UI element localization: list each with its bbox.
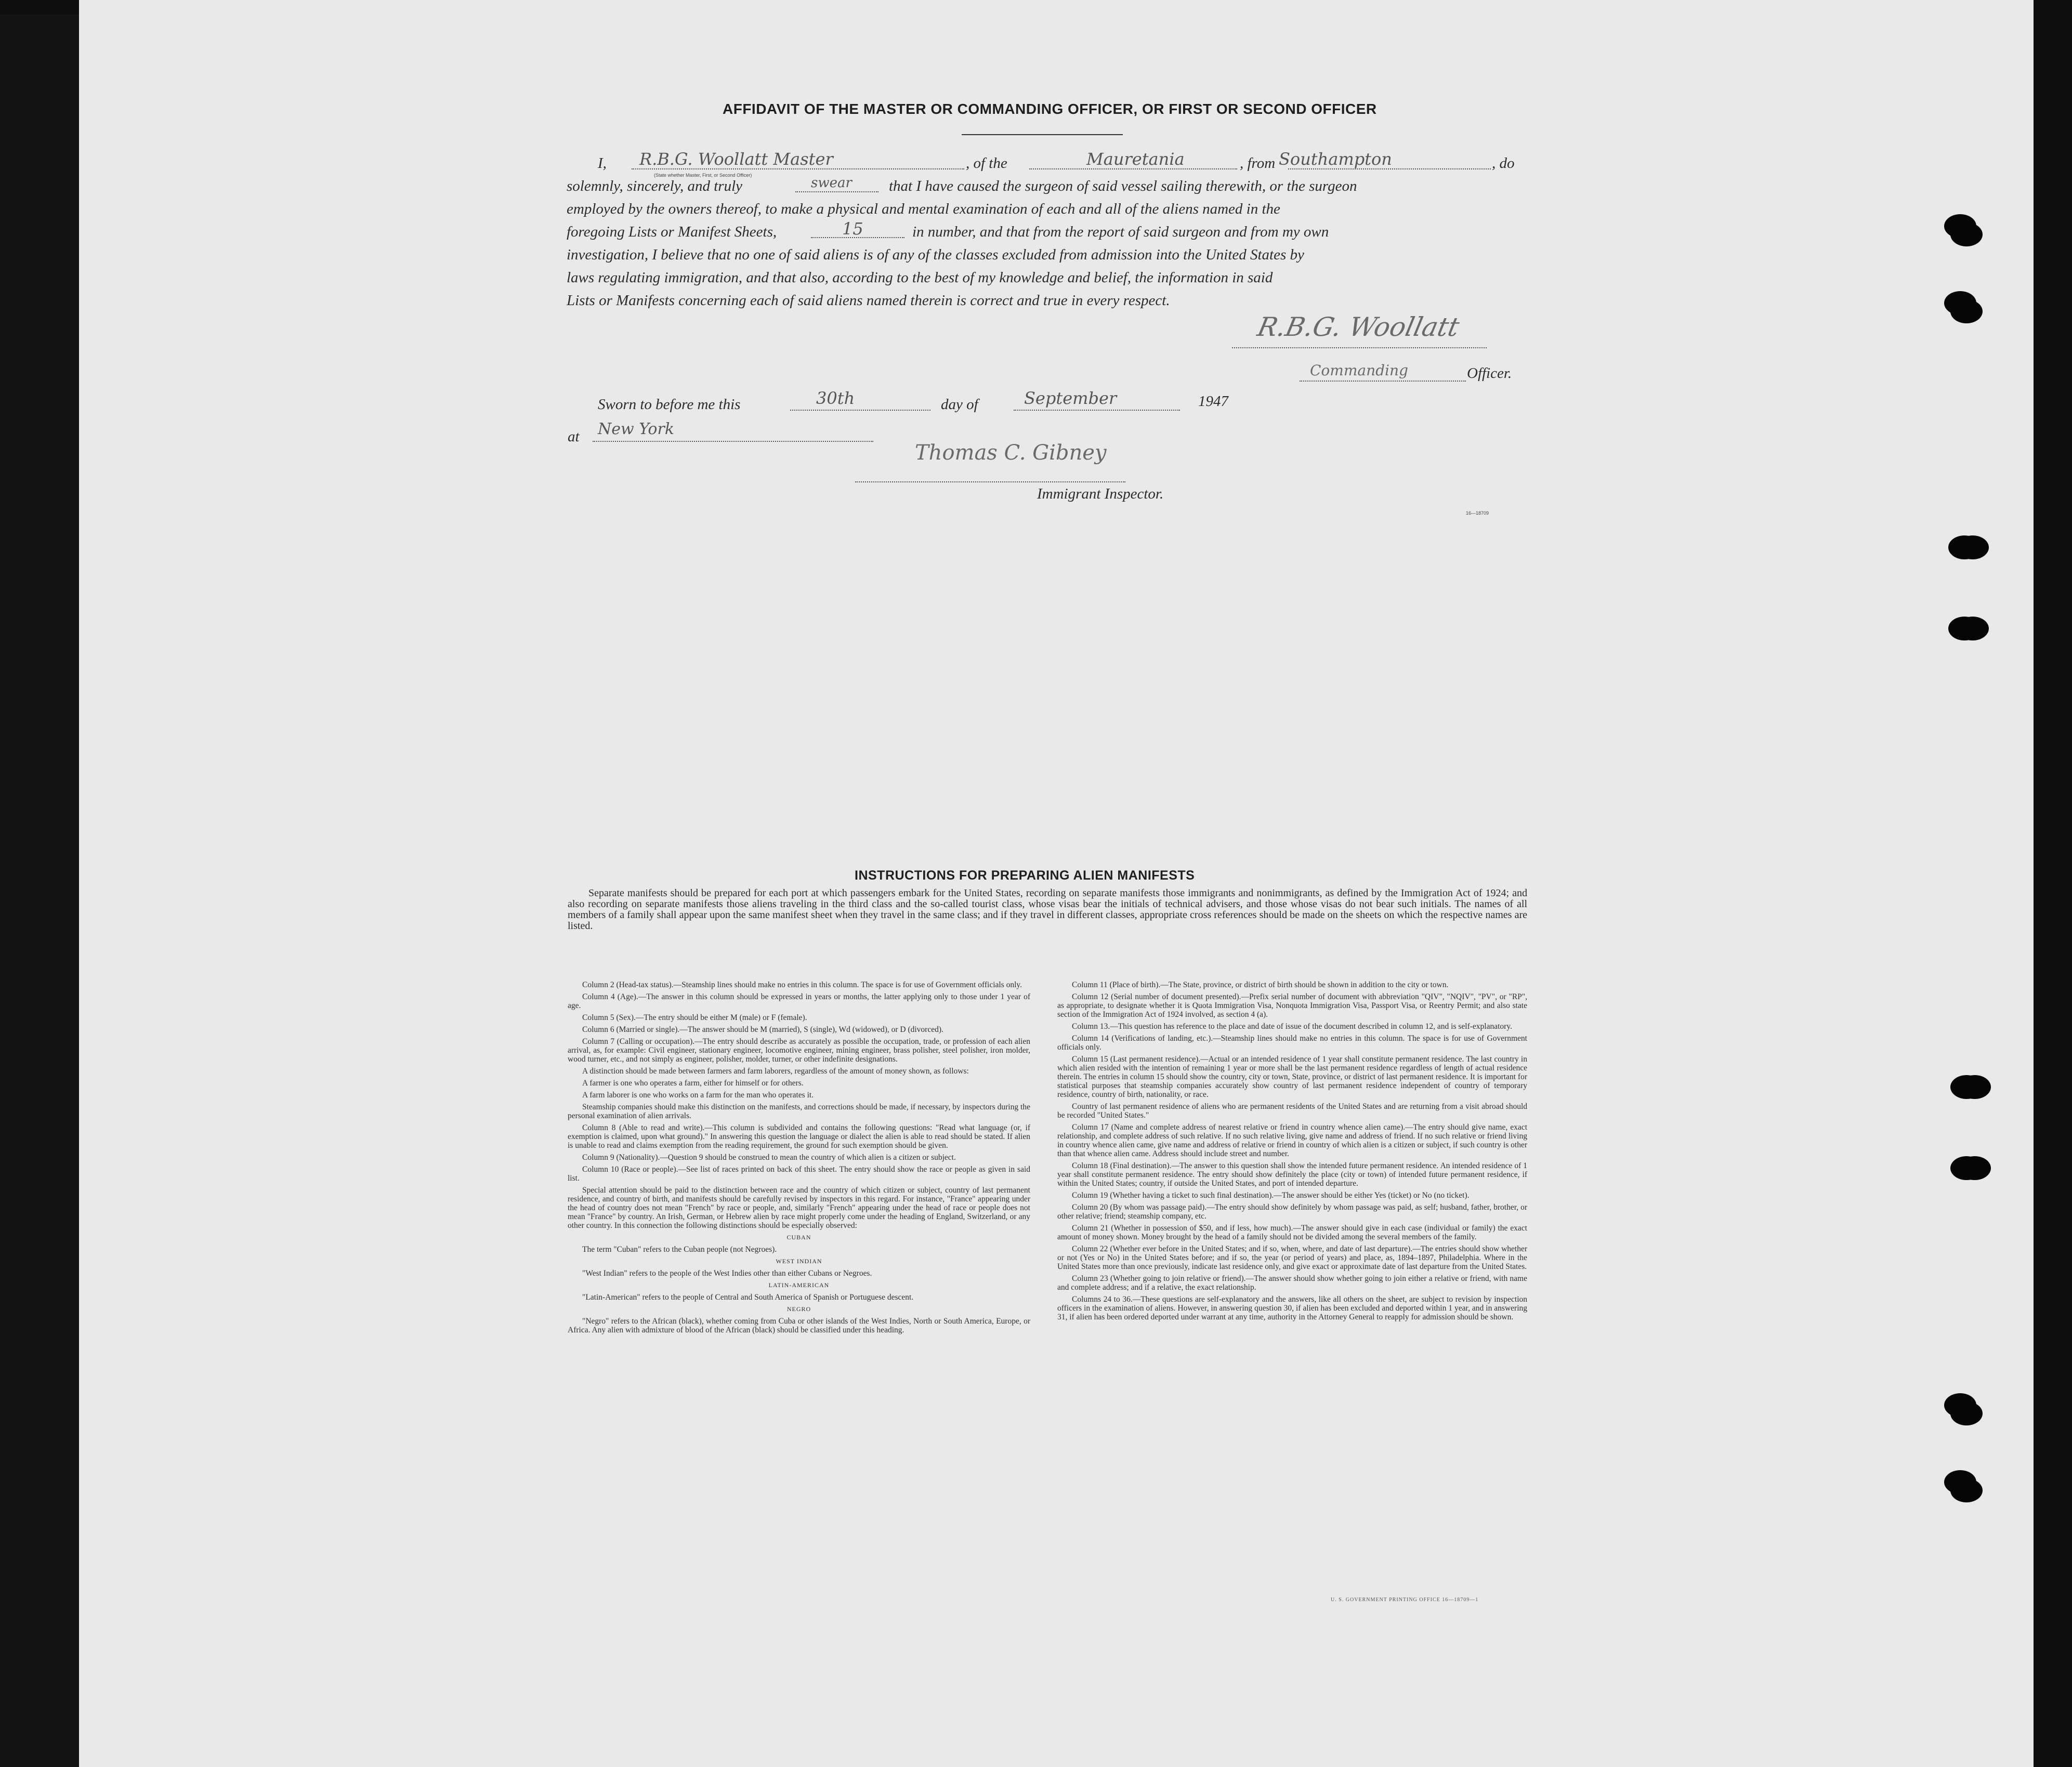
left-para: A farmer is one who operates a farm, either for himself or for others. xyxy=(582,1079,804,1088)
latin-american-heading: LATIN-AMERICAN xyxy=(768,1281,830,1289)
label-from: , from xyxy=(1240,155,1276,172)
left-para: A farm laborer is one who works on a farm for the man who operates it. xyxy=(582,1091,814,1100)
left-para: Special attention should be paid to the distinction between race and the country of which citizen or subject, country of last permanent residence, and country of birth, and manifests should be carefully revised by inspectors in this regard. For instance, "France" appearing under the head of country does not mean "French" by race or people, and, similarly "French" appearing under the head of race or people does not mean "France" by country. An Irish, German, or Hebrew alien by race might properly come under the heading of England, Switzerland, or any other country. In this connection the following distinctions should be especially observed: xyxy=(568,1186,1030,1230)
punch-hole-icon xyxy=(1957,617,1989,640)
signature-underline xyxy=(1232,347,1487,348)
place-underline xyxy=(593,441,873,442)
right-para: Columns 24 to 36.—These questions are self-explanatory and the answers, like all others on the sheet, are subject to revision by inspection officers in the examination of aliens. However, in answering question 30, if alien has been excluded and deported within 1 year, and in answering 31, if alien has been ordered deported under warrant at any time, authority in the Attorney General to reapply for admission should be shown. xyxy=(1057,1295,1527,1321)
west-indian-text: "West Indian" refers to the people of the West Indies other than either Cubans or Negroes. xyxy=(582,1269,872,1278)
title-divider xyxy=(962,134,1123,135)
punch-hole-icon xyxy=(1957,535,1989,559)
place-field[interactable]: New York xyxy=(598,420,674,438)
printer-imprint: U. S. GOVERNMENT PRINTING OFFICE 16—18709—1 xyxy=(1331,1597,1479,1603)
officer-label: Officer. xyxy=(1467,365,1512,382)
label-foregoing: foregoing Lists or Manifest Sheets, xyxy=(567,224,777,240)
officer-note: (State whether Master, First, or Second Officer) xyxy=(654,173,752,178)
left-para: Steamship companies should make this distinction on the manifests, and corrections should be made, if necessary, by inspectors during the personal examination of alien arrivals. xyxy=(568,1103,1030,1120)
commanding-underline xyxy=(1300,381,1466,382)
affidavit-line-4 xyxy=(567,220,1523,243)
punch-hole-icon xyxy=(1950,1478,1983,1502)
scan-right-border xyxy=(2034,0,2072,1767)
affidavit-title: AFFIDAVIT OF THE MASTER OR COMMANDING OFFICER, OR FIRST OR SECOND OFFICER xyxy=(723,101,1377,117)
right-para: Column 19 (Whether having a ticket to such final destination).—The answer should be either Yes (ticket) or No (no ticket). xyxy=(1072,1191,1470,1200)
vessel-field[interactable]: Mauretania xyxy=(1086,149,1185,169)
right-para: Column 15 (Last permanent residence).—Actual or an intended residence of 1 year shall constitute permanent residence. The last country in which alien resided with the intention of remaining 1 year or more shall be the last permanent residence regardless of length of actual residence therein. The entries in column 15 should show the country, city or town, State, province, or district of last permanent residence. It is important for statistical purposes that steamship companies accurately show country of last permanent residence independent of country of temporary residence, country of birth, nationality, or race. xyxy=(1057,1055,1527,1099)
left-para: Column 4 (Age).—The answer in this column should be expressed in years or months, the latter applying only to those under 1 year of age. xyxy=(568,992,1030,1010)
affidavit-line-3: employed by the owners thereof, to make a physical and mental examination of each and all of the aliens named in the xyxy=(567,201,1280,217)
punch-hole-icon xyxy=(1950,222,1983,246)
right-para: Column 11 (Place of birth).—The State, province, or district of birth should be shown in addition to the city or town. xyxy=(1072,980,1449,989)
year-field[interactable]: 1947 xyxy=(1198,393,1228,410)
label-of-the: , of the xyxy=(966,155,1007,172)
oath-field[interactable]: swear xyxy=(811,175,852,191)
left-para: Column 9 (Nationality).—Question 9 should be construed to mean the country of which alien is a citizen or subject. xyxy=(582,1153,956,1162)
left-para: Column 7 (Calling or occupation).—The entry should describe as accurately as possible the occupation, trade, or profession of each alien arrival, as, for example: Civil engineer, stationary engineer, locomotive engineer, mining engineer, brass polisher, steel polisher, iron molder, wood turner, etc., and not simply as engineer, polisher, molder, turner, or other indefinite designations. xyxy=(568,1037,1030,1064)
at-label: at xyxy=(568,428,580,445)
affidavit-line-6: laws regulating immigration, and that also, according to the best of my knowledge and belief, the information in said xyxy=(567,269,1273,286)
label-solemnly: solemnly, sincerely, and truly xyxy=(567,178,743,194)
day-underline xyxy=(790,410,930,411)
instructions-title: INSTRUCTIONS FOR PREPARING ALIEN MANIFESTS xyxy=(855,868,1195,883)
left-para: Column 5 (Sex).—The entry should be either M (male) or F (female). xyxy=(582,1013,807,1022)
sworn-line xyxy=(598,388,1274,416)
right-para: Column 22 (Whether ever before in the United States; and if so, when, where, and date of last departure).—The entries should show whether or not (Yes or No) in the United States before; and if so, the year (or period of years) and place, as, 1894–1897, Philadelphia. Where in the United States more than once previously, indicate last residence only, and give exact or approximate date of last departure from the United States. xyxy=(1057,1245,1527,1271)
inspector-label: Immigrant Inspector. xyxy=(1037,486,1164,502)
right-para: Column 20 (By whom was passage paid).—The entry should show definitely by whom passage was paid, as self; husband, father, brother, or other relative; friend; steamship company, etc. xyxy=(1057,1203,1527,1221)
instructions-right-column xyxy=(1057,980,1527,1325)
day-field[interactable]: 30th xyxy=(816,388,855,408)
right-para: Country of last permanent residence of aliens who are permanent residents of the United States and are returning from a visit abroad should be recorded "United States." xyxy=(1057,1102,1527,1120)
left-para: Column 6 (Married or single).—The answer should be M (married), S (single), Wd (widowed), or D (divorced). xyxy=(582,1025,943,1034)
affidavit-line-7: Lists or Manifests concerning each of said aliens named therein is correct and true in every respect. xyxy=(567,292,1170,309)
right-para: Column 12 (Serial number of document presented).—Prefix serial number of document with abbreviation "QIV", "NQIV", "PV", or "RP", as appropriate, to designate whether it is Quota Immigration Visa, Nonquota Immigration Visa, Passport Visa, or Reentry Permit; and also state section of the Immigration Act of 1924 involved, as section 4 (a). xyxy=(1057,992,1527,1019)
left-para: Column 10 (Race or people).—See list of races printed on back of this sheet. The entry should show the race or people as given in said list. xyxy=(568,1165,1030,1183)
right-para: Column 18 (Final destination).—The answer to this question shall show the intended future permanent residence. An intended residence of 1 year shall constitute permanent residence. The entry should show definitely the place (city or town) of intended future permanent residence, if within the United States; country, if outside the United States, and port of intended departure. xyxy=(1057,1161,1527,1188)
affidavit-line-5: investigation, I believe that no one of said aliens is of any of the classes excluded from admission into the United States by xyxy=(567,246,1304,263)
month-underline xyxy=(1014,410,1180,411)
commanding-field: Commanding xyxy=(1310,362,1408,379)
instructions-intro: Separate manifests should be prepared for each port at which passengers embark for the United States, recording on separate manifests those immigrants and nonimmigrants, as defined by the Immigration Act of 1924; and also recording on separate manifests those aliens traveling in the third class and the so-called tourist class, whose visas bear the initials of technical advisers, and those whose visas do not bear such initials. The names of all members of a family shall appear upon the same manifest sheet when they travel in the same class; and if they travel in different classes, appropriate cross references should be made on the sheets on which the respective names are listed. xyxy=(568,887,1527,932)
master-signature: R.B.G. Woollatt xyxy=(1254,312,1462,342)
form-number: 16—18709 xyxy=(1466,511,1489,516)
right-para: Column 21 (Whether in possession of $50, and if less, how much).—The answer should give in each case (individual or family) the exact amount of money shown. Money brought by the head of a family should not be divided among the several members of the family. xyxy=(1057,1224,1527,1241)
instructions-left-column xyxy=(568,980,1030,1338)
negro-heading: NEGRO xyxy=(786,1305,811,1313)
left-para: Column 8 (Able to read and write).—This column is subdivided and contains the following questions: "Read what language (or, if exemption is claimed, upon what ground)." In answering this question the language or dialect the alien is able to read should be stated. If alien is unable to read and claims exemption from the reading requirement, the ground for such exemption should be given. xyxy=(568,1123,1030,1150)
master-name-field[interactable]: R.B.G. Woollatt Master xyxy=(639,149,833,169)
right-para: Column 17 (Name and complete address of nearest relative or friend in country whence alien came).—The entry should give name, exact relationship, and complete address of such relative. If no such relative living, give name and address of friend. If no such relative or friend living in country whence alien came, give name and address of relative or friend in country of which alien is a citizen or subject, if such country is other than that whence alien came. Address should include street and number. xyxy=(1057,1123,1527,1158)
label-i: I, xyxy=(598,155,607,172)
affidavit-line-2 xyxy=(567,175,1523,198)
punch-hole-icon xyxy=(1950,299,1983,323)
right-para: Column 13.—This question has reference to the place and date of issue of the document described in column 12, and is self-explanatory. xyxy=(1072,1022,1512,1031)
west-indian-heading: WEST INDIAN xyxy=(776,1258,822,1265)
master-name-underline xyxy=(632,168,964,169)
label-day-of: day of xyxy=(941,396,978,413)
label-surgeon: that I have caused the surgeon of said vessel sailing therewith, or the surgeon xyxy=(889,178,1357,194)
left-para: A distinction should be made between farmers and farm laborers, regardless of the amount of money shown, as follows: xyxy=(582,1067,969,1076)
month-field[interactable]: September xyxy=(1024,388,1117,408)
punch-hole-icon xyxy=(1959,1156,1991,1180)
left-para: Column 2 (Head-tax status).—Steamship lines should make no entries in this column. The space is for use of Government officials only. xyxy=(582,980,1022,989)
vessel-underline xyxy=(1029,168,1237,169)
punch-hole-icon xyxy=(1950,1402,1983,1425)
cuban-text: The term "Cuban" refers to the Cuban people (not Negroes). xyxy=(582,1245,777,1254)
cuban-heading: CUBAN xyxy=(786,1234,811,1241)
sheets-field[interactable]: 15 xyxy=(842,219,863,239)
port-underline xyxy=(1288,168,1491,169)
negro-text: "Negro" refers to the African (black), whether coming from Cuba or other islands of the West Indies, North or South America, Europe, or Africa. Any alien with admixture of blood of the African (black) should be classified under this heading. xyxy=(568,1317,1030,1334)
punch-hole-icon xyxy=(1959,1075,1991,1099)
latin-american-text: "Latin-American" refers to the people of Central and South America of Spanish or Portuguese descent. xyxy=(582,1293,914,1302)
label-do: , do xyxy=(1492,155,1515,172)
inspector-signature: Thomas C. Gibney xyxy=(915,441,1107,465)
label-in-number: in number, and that from the report of said surgeon and from my own xyxy=(912,224,1329,240)
port-field[interactable]: Southampton xyxy=(1279,149,1392,169)
sheets-underline xyxy=(811,237,904,238)
label-sworn: Sworn to before me this xyxy=(598,396,741,413)
right-para: Column 23 (Whether going to join relative or friend).—The answer should show whether going to join either a relative or friend, with name and complete address; and if a relative, the exact relationship. xyxy=(1057,1274,1527,1292)
oath-underline xyxy=(795,191,878,192)
right-para: Column 14 (Verifications of landing, etc.).—Steamship lines should make no entries in this column. The space is for use of Government officials only. xyxy=(1057,1034,1527,1052)
affidavit-line-1 xyxy=(567,149,1523,175)
